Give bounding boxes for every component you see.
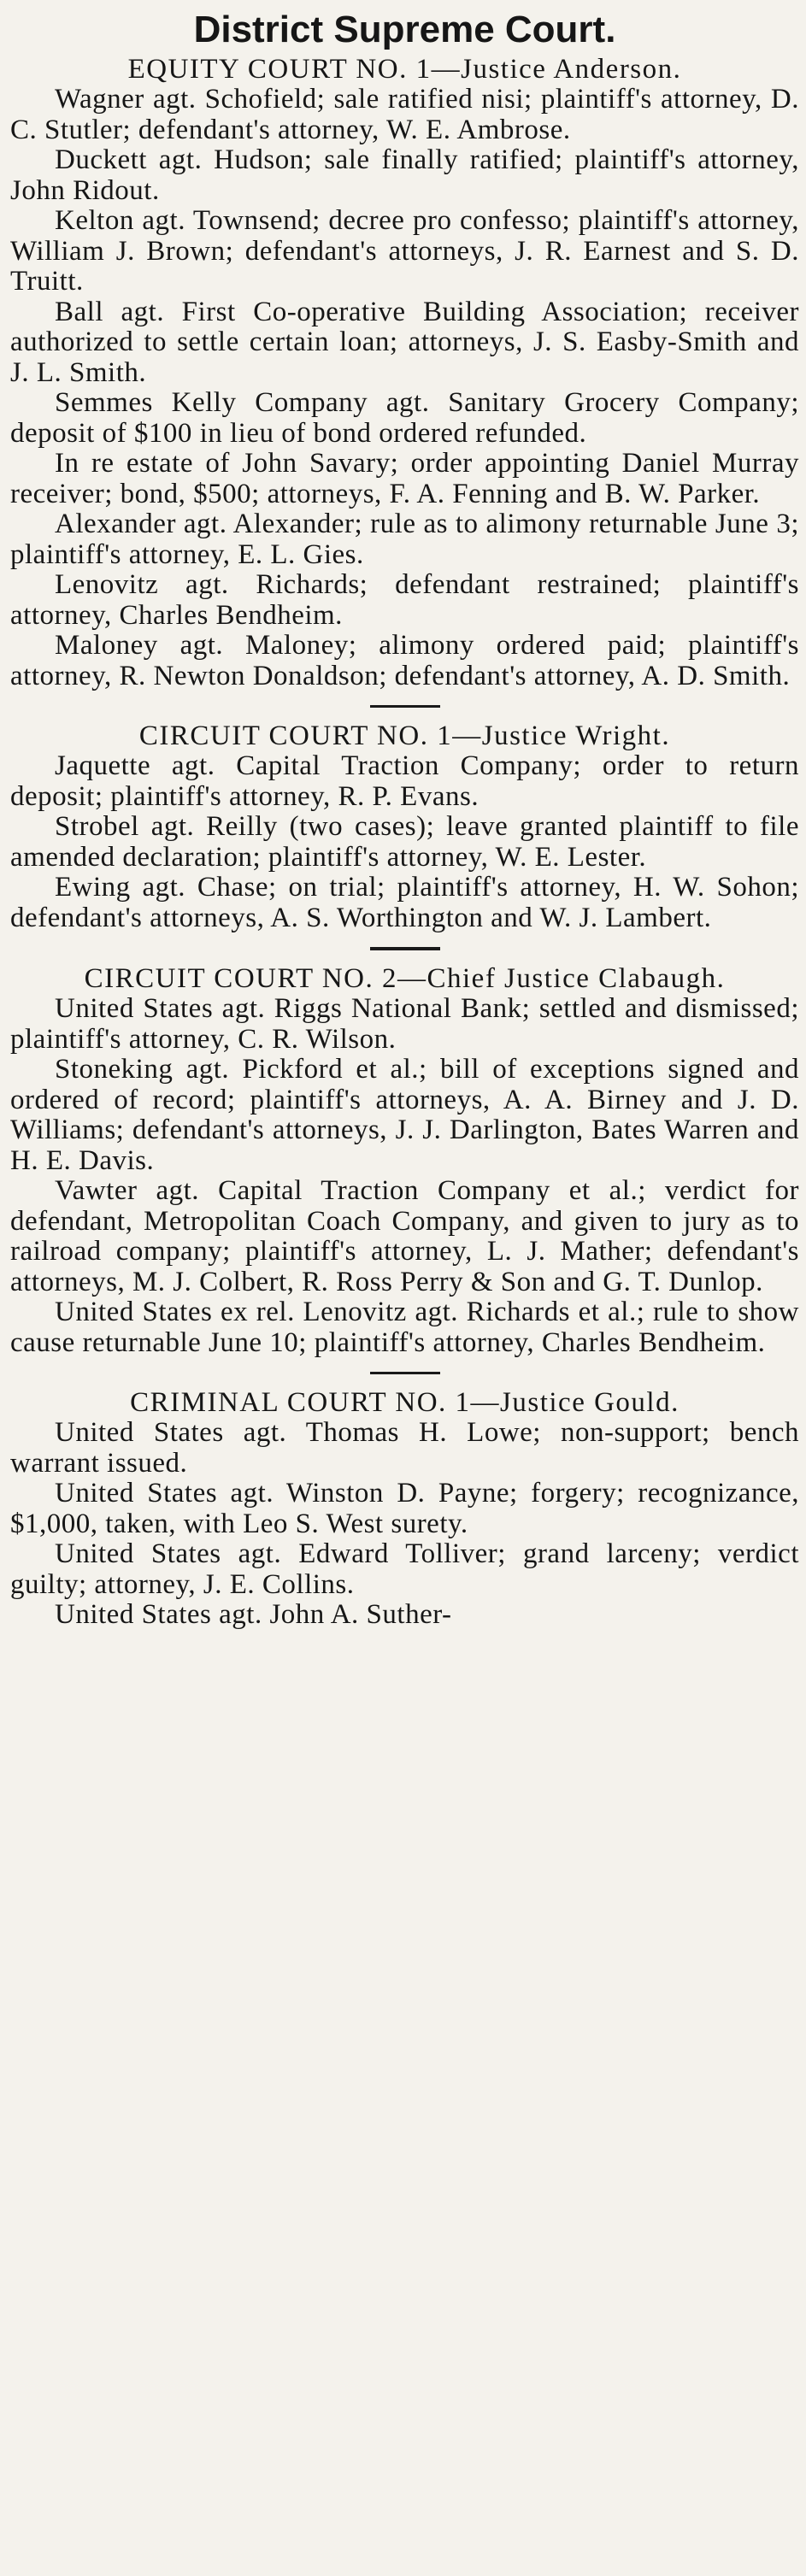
section-divider	[370, 705, 440, 708]
section-heading: CIRCUIT COURT NO. 2—Chief Justice Clabaugh.	[84, 963, 726, 994]
case-entry: Jaquette agt. Capital Traction Company; order to return deposit; plaintiff's attorney, R. P. Evans.	[10, 750, 799, 812]
section-heading: CRIMINAL COURT NO. 1—Justice Gould.	[130, 1387, 680, 1418]
section-circuit-court-1	[10, 721, 799, 933]
case-entry: United States agt. Thomas H. Lowe; non-support; bench warrant issued.	[10, 1417, 799, 1479]
case-entry: Kelton agt. Townsend; decree pro confesso; plaintiff's attorney, William J. Brown; defendant's attorneys, J. R. Earnest and S. D. Truitt.	[10, 205, 799, 297]
case-entry: United States agt. Edward Tolliver; grand larceny; verdict guilty; attorney, J. E. Collins.	[10, 1538, 799, 1600]
section-equity-court-1	[10, 55, 799, 691]
case-entry: Semmes Kelly Company agt. Sanitary Grocery Company; deposit of $100 in lieu of bond ordered refunded.	[10, 387, 799, 449]
case-entry: Wagner agt. Schofield; sale ratified nisi; plaintiff's attorney, D. C. Stutler; defendant's attorney, W. E. Ambrose.	[10, 84, 799, 145]
case-entry: Ewing agt. Chase; on trial; plaintiff's attorney, H. W. Sohon; defendant's attorneys, A. S. Worthington and W. J. Lambert.	[10, 872, 799, 933]
case-entry: Strobel agt. Reilly (two cases); leave granted plaintiff to file amended declaration; plaintiff's attorney, W. E. Lester.	[10, 811, 799, 873]
case-entry: United States agt. Riggs National Bank; settled and dismissed; plaintiff's attorney, C. R. Wilson.	[10, 993, 799, 1055]
case-entry: Ball agt. First Co-operative Building Association; receiver authorized to settle certain loan; attorneys, J. S. Easby-Smith and J. L. Smith.	[10, 296, 799, 388]
section-divider	[370, 1372, 440, 1374]
case-entry: Vawter agt. Capital Traction Company et al.; verdict for defendant, Metropolitan Coach Company, and given to jury as to railroad company; plaintiff's attorney, L. J. Mather; defendant's attorneys, M. J. Colbert, R. Ross Perry & Son and G. T. Dunlop.	[10, 1175, 799, 1297]
case-entry: In re estate of John Savary; order appointing Daniel Murray receiver; bond, $500; attorneys, F. A. Fenning and B. W. Parker.	[10, 448, 799, 509]
case-entry: Duckett agt. Hudson; sale finally ratified; plaintiff's attorney, John Ridout.	[10, 144, 799, 206]
section-divider	[370, 947, 440, 950]
case-entry: United States agt. Winston D. Payne; forgery; recognizance, $1,000, taken, with Leo S. West surety.	[10, 1478, 799, 1539]
section-heading: CIRCUIT COURT NO. 1—Justice Wright.	[138, 720, 671, 751]
section-heading: EQUITY COURT NO. 1—Justice Anderson.	[127, 54, 682, 85]
section-criminal-court-1	[10, 1388, 799, 1631]
case-entry: Alexander agt. Alexander; rule as to alimony returnable June 3; plaintiff's attorney, E. L. Gies.	[10, 509, 799, 570]
case-entry: Maloney agt. Maloney; alimony ordered paid; plaintiff's attorney, R. Newton Donaldson; defendant's attorney, A. D. Smith.	[10, 630, 799, 691]
case-entry: United States ex rel. Lenovitz agt. Richards et al.; rule to show cause returnable June 10; plaintiff's attorney, Charles Bendheim.	[10, 1297, 799, 1358]
case-entry: Stoneking agt. Pickford et al.; bill of exceptions signed and ordered of record; plaintiff's attorneys, A. A. Birney and J. D. Williams; defendant's attorneys, J. J. Darlington, Bates Warren and H. E. Davis.	[10, 1054, 799, 1176]
section-circuit-court-2	[10, 964, 799, 1358]
page-title: District Supreme Court.	[193, 9, 616, 50]
case-entry: United States agt. John A. Suther-	[55, 1599, 452, 1630]
case-entry: Lenovitz agt. Richards; defendant restrained; plaintiff's attorney, Charles Bendheim.	[10, 569, 799, 631]
